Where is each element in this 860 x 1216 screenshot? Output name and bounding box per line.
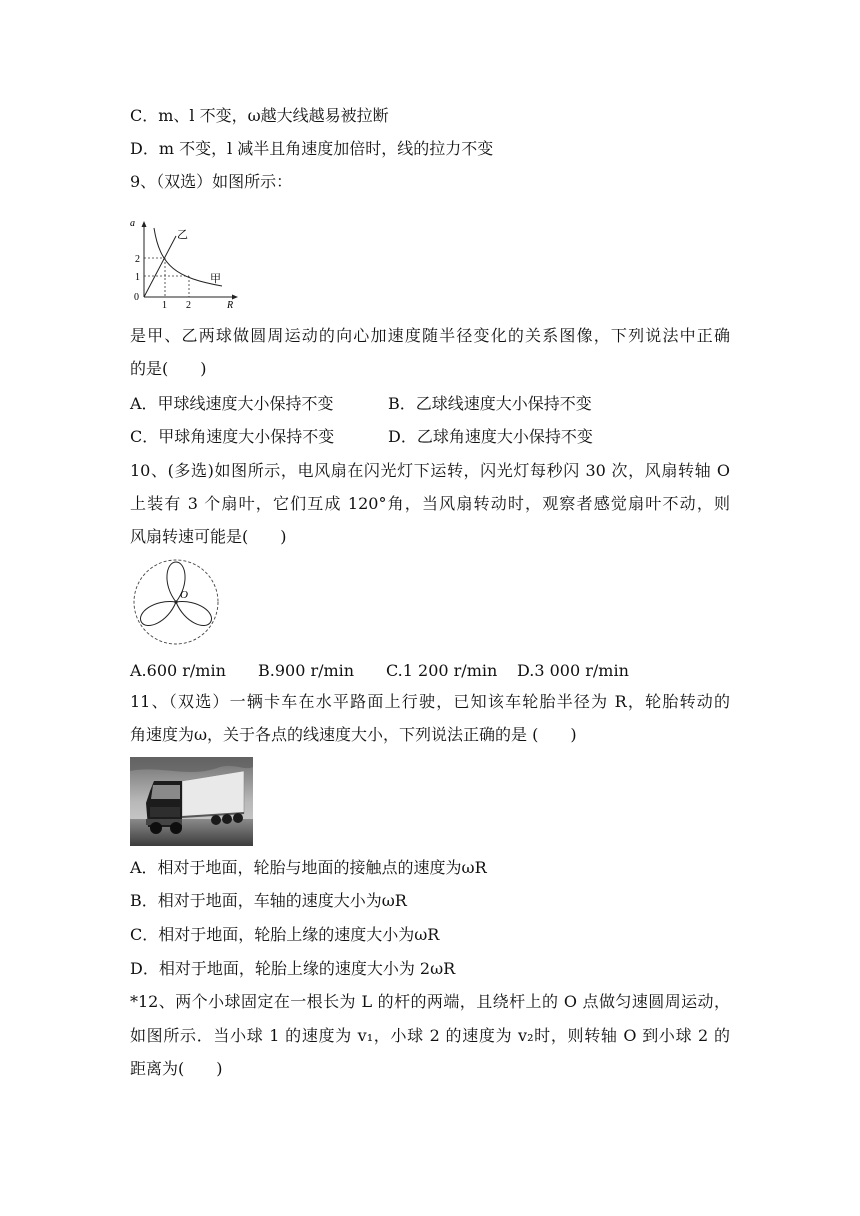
q12-line3: 距离为( ) <box>130 1059 223 1078</box>
q9-option-d: D．乙球角速度大小保持不变 <box>388 427 593 446</box>
q10-options <box>130 659 629 683</box>
q11-line2: 角速度为ω，关于各点的线速度大小，下列说法正确的是 ( ) <box>130 725 577 744</box>
origin-label: 0 <box>134 292 139 303</box>
y-tick-2: 2 <box>135 254 140 265</box>
q9-options-row1 <box>130 392 592 416</box>
q10-option-d: D.3 000 r/min <box>517 661 629 680</box>
q9-option-c: C．甲球角速度大小保持不变 <box>130 427 335 446</box>
q9-options-row2 <box>130 425 593 449</box>
q12-line1: *12、两个小球固定在一根长为 L 的杆的两端，且绕杆上的 O 点做匀速圆周运动， <box>130 992 730 1011</box>
curve-jia-label: 甲 <box>210 273 221 285</box>
y-axis-label: a <box>130 218 135 229</box>
q11-line1: 11、（双选）一辆卡车在水平路面上行驶，已知该车轮胎半径为 R，轮胎转动的 <box>130 692 730 711</box>
q9-body-line2: 的是( ) <box>130 359 207 378</box>
q10-fan-diagram <box>130 558 222 650</box>
q10-line1: 10、(多选)如图所示，电风扇在闪光灯下运转，闪光灯每秒闪 30 次，风扇转轴 O <box>130 461 730 480</box>
q9-option-a: A．甲球线速度大小保持不变 <box>130 394 334 413</box>
q10-option-b: B.900 r/min <box>258 661 355 680</box>
curve-yi-label: 乙 <box>177 229 188 241</box>
q9-body-line1: 是甲、乙两球做圆周运动的向心加速度随半径变化的关系图像，下列说法中正确 <box>130 326 730 345</box>
q10-line3: 风扇转速可能是( ) <box>130 527 287 546</box>
q11-option-c: C．相对于地面，轮胎上缘的速度大小为ωR <box>130 925 440 944</box>
q9-graph <box>128 214 244 310</box>
q8-option-d: D．m 不变，l 减半且角速度加倍时，线的拉力不变 <box>130 139 494 158</box>
q11-option-a: A．相对于地面，轮胎与地面的接触点的速度为ωR <box>130 858 487 877</box>
x-tick-1: 1 <box>162 300 167 310</box>
q10-line2: 上装有 3 个扇叶，它们互成 120°角，当风扇转动时，观察者感觉扇叶不动，则 <box>130 494 730 513</box>
x-axis-label: R <box>227 300 234 310</box>
q9-option-b: B．乙球线速度大小保持不变 <box>388 394 592 413</box>
q8-option-c: C．m、l 不变，ω越大线越易被拉断 <box>130 106 389 125</box>
q9-stem: 9、（双选）如图所示： <box>130 172 293 191</box>
q11-option-d: D．相对于地面，轮胎上缘的速度大小为 2ωR <box>130 959 456 978</box>
q10-option-c: C.1 200 r/min <box>386 661 498 680</box>
x-tick-2: 2 <box>186 300 191 310</box>
q11-option-b: B．相对于地面，车轴的速度大小为ωR <box>130 891 407 910</box>
truck-photo <box>130 757 253 846</box>
y-tick-1: 1 <box>135 272 140 283</box>
q10-option-a: A.600 r/min <box>130 661 226 680</box>
fan-center-label: O <box>180 589 188 601</box>
q12-line2: 如图所示．当小球 1 的速度为 v₁，小球 2 的速度为 v₂时，则转轴 O 到小球 2 的 <box>130 1026 730 1045</box>
